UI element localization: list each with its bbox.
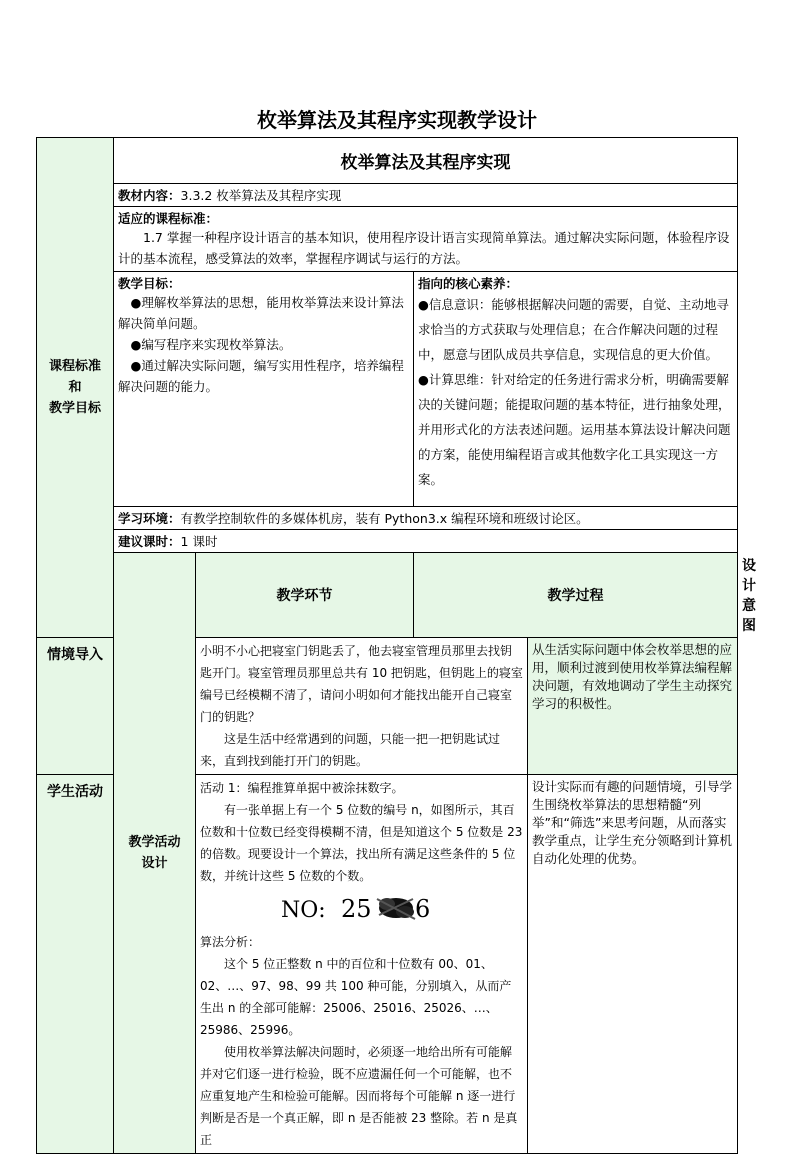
environment-label: 学习环境： [118, 511, 181, 526]
intent-intro: 从生活实际问题中体会枚举思想的应用，顺利过渡到使用枚举算法编程解决问题，有效地调动了学生主动探究学习的积极性。 [528, 638, 738, 775]
core-literacy-item: ●计算思维：针对给定的任务进行需求分析，明确需要解决的关键问题；能提取问题的基本特征，进行抽象处理，并用形式化的方法表述问题。运用基本算法设计解决问题的方案，能使用编程语言或其他数字化工具实现这一方案。 [418, 372, 731, 487]
process-activity [196, 775, 528, 1154]
curriculum-label: 适应的课程标准： [118, 211, 219, 226]
process-paragraph: 这个 5 位正整数 n 中的百位和十位数有 00、01、02、…、97、98、99 共 100 种可能，分别填入，从而产生出 n 的全部可能解：25006、25016、25026、…、25986、25996。 [200, 957, 512, 1037]
curriculum-text: 1.7 掌握一种程序设计语言的基本知识，使用程序设计语言实现简单算法。通过解决实际问题，体验程序设计的基本流程，感受算法的效率，掌握程序调试与运行的方法。 [118, 230, 730, 266]
section-label-activity: 教学活动 设计 [114, 553, 196, 1154]
environment-value: 有教学控制软件的多媒体机房，装有 Python3.x 编程环境和班级讨论区。 [180, 511, 589, 526]
stage-intro: 情境导入 [37, 638, 114, 775]
material-row [114, 184, 738, 207]
process-paragraph: 有一张单据上有一个 5 位数的编号 n，如图所示，其百位数和十位数已经变得模糊不清，但是知道这个 5 位数是 23 的倍数。现要设计一个算法，找出所有满足这些条件的 5 位数，并统计这些 5 位数的个数。 [200, 803, 523, 883]
hours-label: 建议课时： [118, 534, 181, 549]
process-intro [196, 638, 528, 775]
stage-activity: 学生活动 [37, 775, 114, 1154]
objectives-label: 教学目标： [118, 276, 181, 291]
material-value: 3.3.2 枚举算法及其程序实现 [180, 188, 342, 203]
document-title: 枚举算法及其程序实现教学设计 [257, 108, 537, 132]
header-stage: 教学环节 [196, 553, 414, 638]
process-paragraph: 算法分析： [200, 935, 261, 949]
core-literacy-item: ●信息意识：能够根据解决问题的需要，自觉、主动地寻求恰当的方式获取与处理信息；在合作解决问题的过程中，愿意与团队成员共享信息，实现信息的更大价值。 [418, 297, 729, 362]
core-literacy-label: 指向的核心素养： [418, 276, 519, 291]
core-literacy-cell [414, 272, 738, 507]
lesson-plan-table: 课程标准 和 教学目标 枚举算法及其程序实现 教材内容：3.3.2 枚举算法及其程序实现 适应的课程标准： 1.7 掌握一种程序设计语言的基本知识，使用程序设计语言实现简单算法。通过解决实际问题，体验程序设计的基本流程，感受算法的效率，掌握程序调试与运行的方法。 教学目标： ●理解枚举算法的思想，能用枚举算法来设计算法解决简单问题。 ●编写程序来实现枚举算法。 ●通过解决实际问题，编写实用性程序，培养编程解决问题的能力。 指向的核心素养： ●信息意识：能够根据解决问题的需要，自觉、主动地寻求恰当的方式获取与处理信息；在合作解决问题的过程中，愿意与团队成员共享信息，实现信息的更大价值。 ●计算思维：针对给定的任务进行需求分析，明确需要解决的关键问题；能提取问题的基本特征，进行抽象处理，并用形式化的方法表述问题。运用基本算法设计解决问题的方案，能使用编程语言或其他数字化工具实现这一方案。 学习环境：有教学控制软件的多媒体机房，装有 Python3.x 编程环境和班级讨论区。 建议课时：1 课时 教学活动 设计 教学环节 教学过程 设计意图 情境导入 小明不小心把寝室门钥匙丢了，他去寝室管理员那里去找钥匙开门。寝室管理员那里总共有 10 把钥匙，但钥匙上的寝室编号已经模糊不清了，请问小明如何才能找出能开自己寝室门的钥匙？ 这是生活中经常遇到的问题，只能一把一把钥匙试过来，直到找到能打开门的钥匙。 从生活实际问题中体会枚举思想的应用，顺利过渡到使用枚举算法编程解决问题，有效地调动了学生主动探究学习的积极性。 学生活动 活动 1：编程推算单据中被涂抹数字。 有一张单据上有一个 5 位数的编号 n，如图所示，其百位数和十位数已经变得模糊不清，但是知道这个 5 位数是 23 的倍数。现要设计一个算法，找出所有满足这些条件的 5 位数，并统计这些 5 位数的个数。 NO: 25 6 算法分析： 这个 5 位正整数 n 中的百位和十位数有 00、01、02、…、97、98、99 共 100 种可能，分别填入，从而产生出 n 的全部可能解：25006、25016、25026、…、25986、25996。 使用枚举算法解决问题时，必须逐一地给出所有可能解并对它们逐一进行检验，既不应遗漏任何一个可能解，也不应重复地产生和检验可能解。因而将每个可能解 n 逐一进行判断是否是一个真正解，即 n 是否能被 23 整除。若 n 是真正 设计实际而有趣的问题情境，引导学生围绕枚举算法的思想精髓“列举”和“筛选”来思考问题，从而落实教学重点，让学生充分领略到计算机自动化处理的优势。 [36, 137, 738, 1154]
process-paragraph: 这是生活中经常遇到的问题，只能一把一把钥匙试过来，直到找到能打开门的钥匙。 [200, 732, 501, 768]
curriculum-row [114, 207, 738, 272]
smudged-number-image [277, 893, 447, 923]
objectives-cell [114, 272, 414, 507]
header-process: 教学过程 [414, 553, 738, 638]
objective-item: ●编写程序来实现枚举算法。 [130, 337, 292, 352]
intent-activity: 设计实际而有趣的问题情境，引导学生围绕枚举算法的思想精髓“列举”和“筛选”来思考问题，从而落实教学重点，让学生充分领略到计算机自动化处理的优势。 [528, 775, 738, 1154]
environment-row [114, 507, 738, 530]
hours-row [114, 530, 738, 553]
process-paragraph: 小明不小心把寝室门钥匙丢了，他去寝室管理员那里去找钥匙开门。寝室管理员那里总共有 10 把钥匙，但钥匙上的寝室编号已经模糊不清了，请问小明如何才能找出能开自己寝室门的钥匙？ [200, 644, 523, 724]
ink-smudge [377, 898, 415, 919]
plate-digits-start: 25 [340, 895, 372, 923]
objective-item: ●通过解决实际问题，编写实用性程序，培养编程解决问题的能力。 [118, 358, 404, 394]
section-label-standards: 课程标准 和 教学目标 [37, 138, 114, 638]
material-label: 教材内容： [118, 188, 181, 203]
lesson-title: 枚举算法及其程序实现 [114, 138, 738, 184]
process-paragraph: 活动 1：编程推算单据中被涂抹数字。 [200, 781, 404, 795]
plate-prefix: NO: [280, 898, 326, 923]
process-paragraph: 使用枚举算法解决问题时，必须逐一地给出所有可能解并对它们逐一进行检验，既不应遗漏任何一个可能解，也不应重复地产生和检验可能解。因而将每个可能解 n 逐一进行判断是否是一个真正解，即 n 是否能被 23 整除。若 n 是真正 [200, 1045, 518, 1147]
plate-digits-end: 6 [414, 895, 430, 923]
hours-value: 1 课时 [180, 534, 218, 549]
objective-item: ●理解枚举算法的思想，能用枚举算法来设计算法解决简单问题。 [118, 295, 404, 331]
